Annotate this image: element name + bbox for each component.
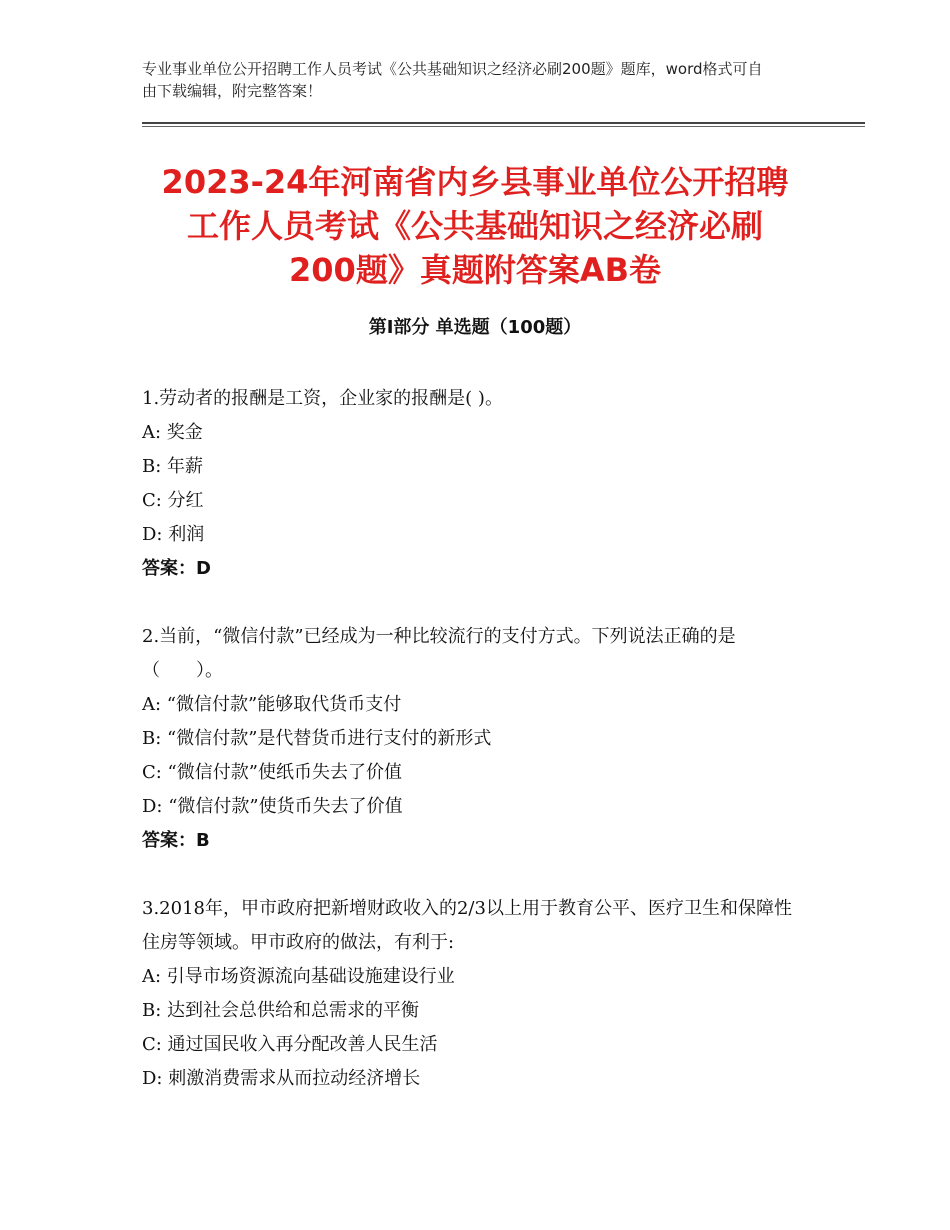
title-line: 2023-24年河南省内乡县事业单位公开招聘 <box>161 163 789 201</box>
question-3 <box>142 892 808 1096</box>
option-a: A: 奖金 <box>142 422 203 443</box>
title-line: 工作人员考试《公共基础知识之经济必刷 <box>186 207 763 245</box>
option-b: B: “微信付款”是代替货币进行支付的新形式 <box>142 728 492 749</box>
option-a: A: 引导市场资源流向基础设施建设行业 <box>142 966 455 987</box>
section-heading: 第Ⅰ部分 单选题（100题） <box>368 317 582 338</box>
question-2 <box>142 620 808 858</box>
option-d: D: “微信付款”使货币失去了价值 <box>142 796 403 817</box>
option-c: C: 分红 <box>142 490 204 511</box>
option-d: D: 刺激消费需求从而拉动经济增长 <box>142 1068 421 1089</box>
header-note: 专业事业单位公开招聘工作人员考试《公共基础知识之经济必刷200题》题库，word格式可自由下载编辑，附完整答案！ <box>142 60 763 100</box>
question-stem: 1.劳动者的报酬是工资，企业家的报酬是( )。 <box>142 388 503 409</box>
option-c: C: 通过国民收入再分配改善人民生活 <box>142 1034 438 1055</box>
option-d: D: 利润 <box>142 524 205 545</box>
question-stem: 2.当前，“微信付款”已经成为一种比较流行的支付方式。下列说法正确的是（ ）。 <box>142 626 736 681</box>
option-b: B: 年薪 <box>142 456 204 477</box>
option-b: B: 达到社会总供给和总需求的平衡 <box>142 1000 420 1021</box>
title-line: 200题》真题附答案AB卷 <box>289 251 661 289</box>
option-c: C: “微信付款”使纸币失去了价值 <box>142 762 402 783</box>
document-title <box>130 160 820 292</box>
answer: 答案：B <box>142 830 210 851</box>
answer: 答案：D <box>142 558 211 579</box>
question-list <box>142 382 808 1130</box>
option-a: A: “微信付款”能够取代货币支付 <box>142 694 402 715</box>
question-stem: 3.2018年，甲市政府把新增财政收入的2/3以上用于教育公平、医疗卫生和保障性住房等领域。甲市政府的做法，有利于: <box>142 898 792 953</box>
question-1 <box>142 382 808 586</box>
header-divider-thin <box>142 126 865 127</box>
header-divider-thick <box>142 122 865 124</box>
